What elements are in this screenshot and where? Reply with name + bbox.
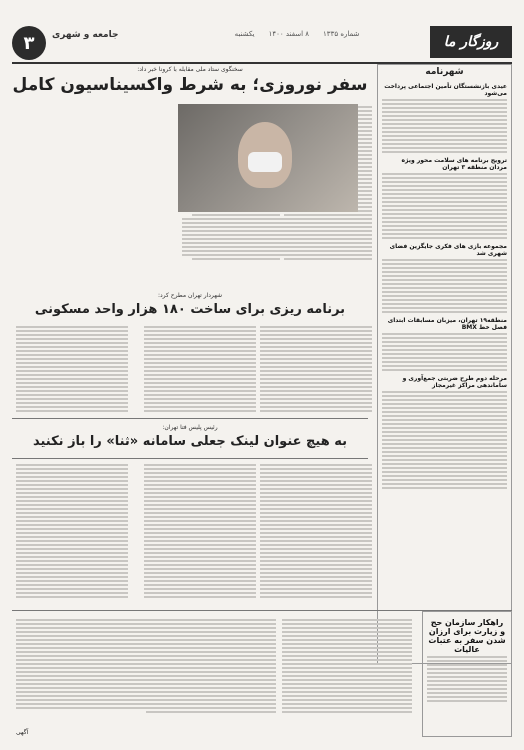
housing-story xyxy=(12,290,368,323)
notice-text xyxy=(146,617,276,715)
hajj-headline: راهکار سازمان حج و زیارت برای ارزان شدن سفر به عتبات عالیات xyxy=(428,618,506,654)
notice-text xyxy=(16,617,146,711)
police-column-text xyxy=(16,462,128,600)
brief-headline: مرحله دوم طرح ضربتی جمع‌آوری و ساماندهی مراکز غیرمجاز xyxy=(402,375,507,389)
housing-column-text xyxy=(144,324,256,414)
news-briefs-column xyxy=(377,64,512,664)
lead-kicker: سخنگوی ستاد ملی مقابله با کرونا خبر داد: xyxy=(137,66,243,73)
housing-column-text xyxy=(16,324,128,414)
housing-kicker: شهردار تهران مطرح کرد: xyxy=(157,292,223,299)
news-briefs-title: شهرنامه xyxy=(425,67,464,77)
housing-column-text xyxy=(260,324,372,414)
brief-body xyxy=(382,173,507,239)
newspaper-logo: روزگار ما xyxy=(430,26,512,58)
photo-side-text xyxy=(182,216,362,256)
notice-text xyxy=(282,617,412,715)
date: ۸ اسفند ۱۴۰۰ xyxy=(268,30,310,38)
brief-body xyxy=(382,333,507,371)
notice-label: آگهی xyxy=(16,729,29,736)
police-story xyxy=(12,418,368,459)
section-label: جامعه و شهری xyxy=(52,30,119,40)
brief-body xyxy=(382,99,507,153)
issue-number: شماره ۱۳۳۵ xyxy=(323,30,360,38)
notices-area xyxy=(12,610,512,738)
brief-headline: عیدی بازنشستگان تأمین اجتماعی پرداخت می‌شود xyxy=(384,83,507,97)
brief-body xyxy=(382,391,507,489)
police-kicker: رئیس پلیس فتا تهران: xyxy=(162,424,218,431)
day: یکشنبه xyxy=(234,30,255,38)
police-column-text xyxy=(144,462,256,600)
hajj-body xyxy=(427,656,507,702)
police-column-text xyxy=(260,462,372,600)
lead-story xyxy=(12,64,368,101)
brief-headline: مجموعه بازی های فکری جایگزین فضای شهری شد xyxy=(389,243,507,257)
page-number: ۳ xyxy=(12,26,46,60)
photo-mask xyxy=(248,152,282,172)
brief-body xyxy=(382,259,507,313)
housing-headline: برنامه ریزی برای ساخت ۱۸۰ هزار واحد مسکونی xyxy=(34,302,346,317)
hajj-story xyxy=(422,611,512,737)
brief-headline: منطقه۱۹ تهران، میزبان مسابقات ابتدای فصل خط BMX xyxy=(387,317,507,331)
police-headline: به هیچ عنوان لینک جعلی سامانه «ثنا» را باز نکنید xyxy=(32,434,348,449)
date-strip xyxy=(172,30,422,42)
spokesman-photo xyxy=(178,104,358,212)
masthead xyxy=(12,26,512,62)
lead-headline: سفر نوروزی؛ به شرط واکسیناسیون کامل xyxy=(12,75,368,95)
brief-headline: ترویج برنامه های سلامت محور ویژه مردان منطقه ۳ تهران xyxy=(401,157,507,171)
